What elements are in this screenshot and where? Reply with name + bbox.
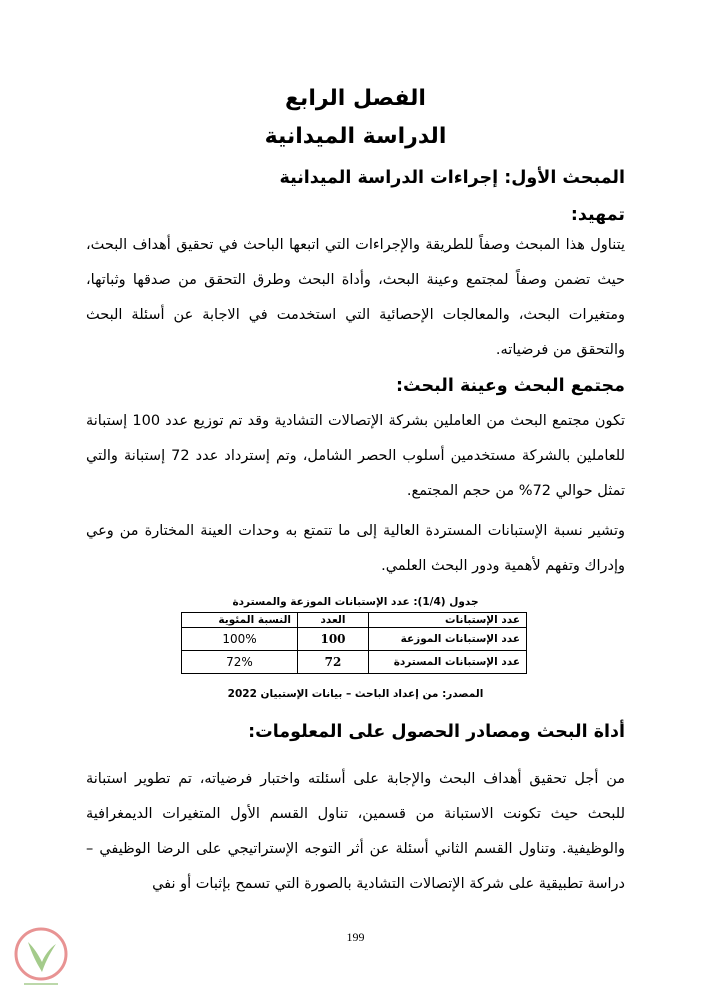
- tool-paragraph: من أجل تحقيق أهداف البحث والإجابة على أسئلته واختبار فرضياته، تم تطوير استبانة للبحث حيث تكونت الاستبانة من قسمين، تناول القسم الأول المتغيرات الديمغرافية والوظيفية. وتناول القسم الثاني أسئلة عن أثر التوجه الإستراتيجي على الرضا الوظيفي – دراسة تطبيقية على شركة الإتصالات التشادية بالصورة التي تسمح بإثبات أو نفي: [86, 771, 625, 892]
- table-cell: 72%: [182, 651, 298, 674]
- tool-heading: أداة البحث ومصادر الحصول على المعلومات:: [248, 722, 625, 742]
- watermark-logo-icon: [6, 926, 76, 990]
- table-header: النسبة المئوية: [182, 613, 298, 628]
- population-paragraph: تكون مجتمع البحث من العاملين بشركة الإتصالات التشادية وقد تم توزيع عدد 100 إستبانة للعاملين بالشركة مستخدمين أسلوب الحصر الشامل، وتم إسترداد عدد 72 إستبانة والتي تمثل حوالي 72% من حجم المجتمع.: [86, 413, 626, 499]
- table-header: العدد: [298, 613, 369, 628]
- table-cell: عدد الإستبانات الموزعة: [369, 628, 527, 651]
- table-cell: 72: [298, 651, 369, 674]
- table-header-row: [182, 613, 527, 628]
- table-cell: 100%: [182, 628, 298, 651]
- table-row: [182, 628, 527, 651]
- chapter-title: الفصل الرابع: [285, 86, 426, 111]
- intro-paragraph: يتناول هذا المبحث وصفاً للطريقة والإجراءات التي اتبعها الباحث في تحقيق أهداف البحث، حيث تضمن وصفاً لمجتمع وعينة البحث، وأداة البحث وطرق التحقق من صدقها وثباتها، ومتغيرات البحث، والمعالجات الإحصائية التي استخدمت في الاجابة عن أسئلة البحث والتحقق من فرضياته.: [86, 237, 625, 358]
- population-heading: مجتمع البحث وعينة البحث:: [396, 376, 625, 396]
- table-header: عدد الإستبانات: [369, 613, 527, 628]
- table-caption: جدول (1/4): عدد الإستبانات الموزعة والمستردة: [232, 596, 479, 608]
- table-cell: 100: [298, 628, 369, 651]
- page-number: 199: [346, 930, 365, 944]
- population-paragraph-2: وتشير نسبة الإستبانات المستردة العالية إلى ما تتمتع به وحدات العينة المختارة من وعي وإدراك وتفهم لأهمية ودور البحث العلمي.: [86, 523, 625, 574]
- table-cell: عدد الإستبانات المستردة: [369, 651, 527, 674]
- questionnaire-table: [181, 612, 527, 674]
- intro-heading: تمهيد:: [570, 205, 625, 225]
- section-heading: المبحث الأول: إجراءات الدراسة الميدانية: [279, 168, 625, 188]
- table-source: المصدر: من إعداد الباحث – بيانات الإستبيان 2022: [227, 688, 484, 700]
- table-row: [182, 651, 527, 674]
- chapter-subtitle: الدراسة الميدانية: [264, 124, 447, 149]
